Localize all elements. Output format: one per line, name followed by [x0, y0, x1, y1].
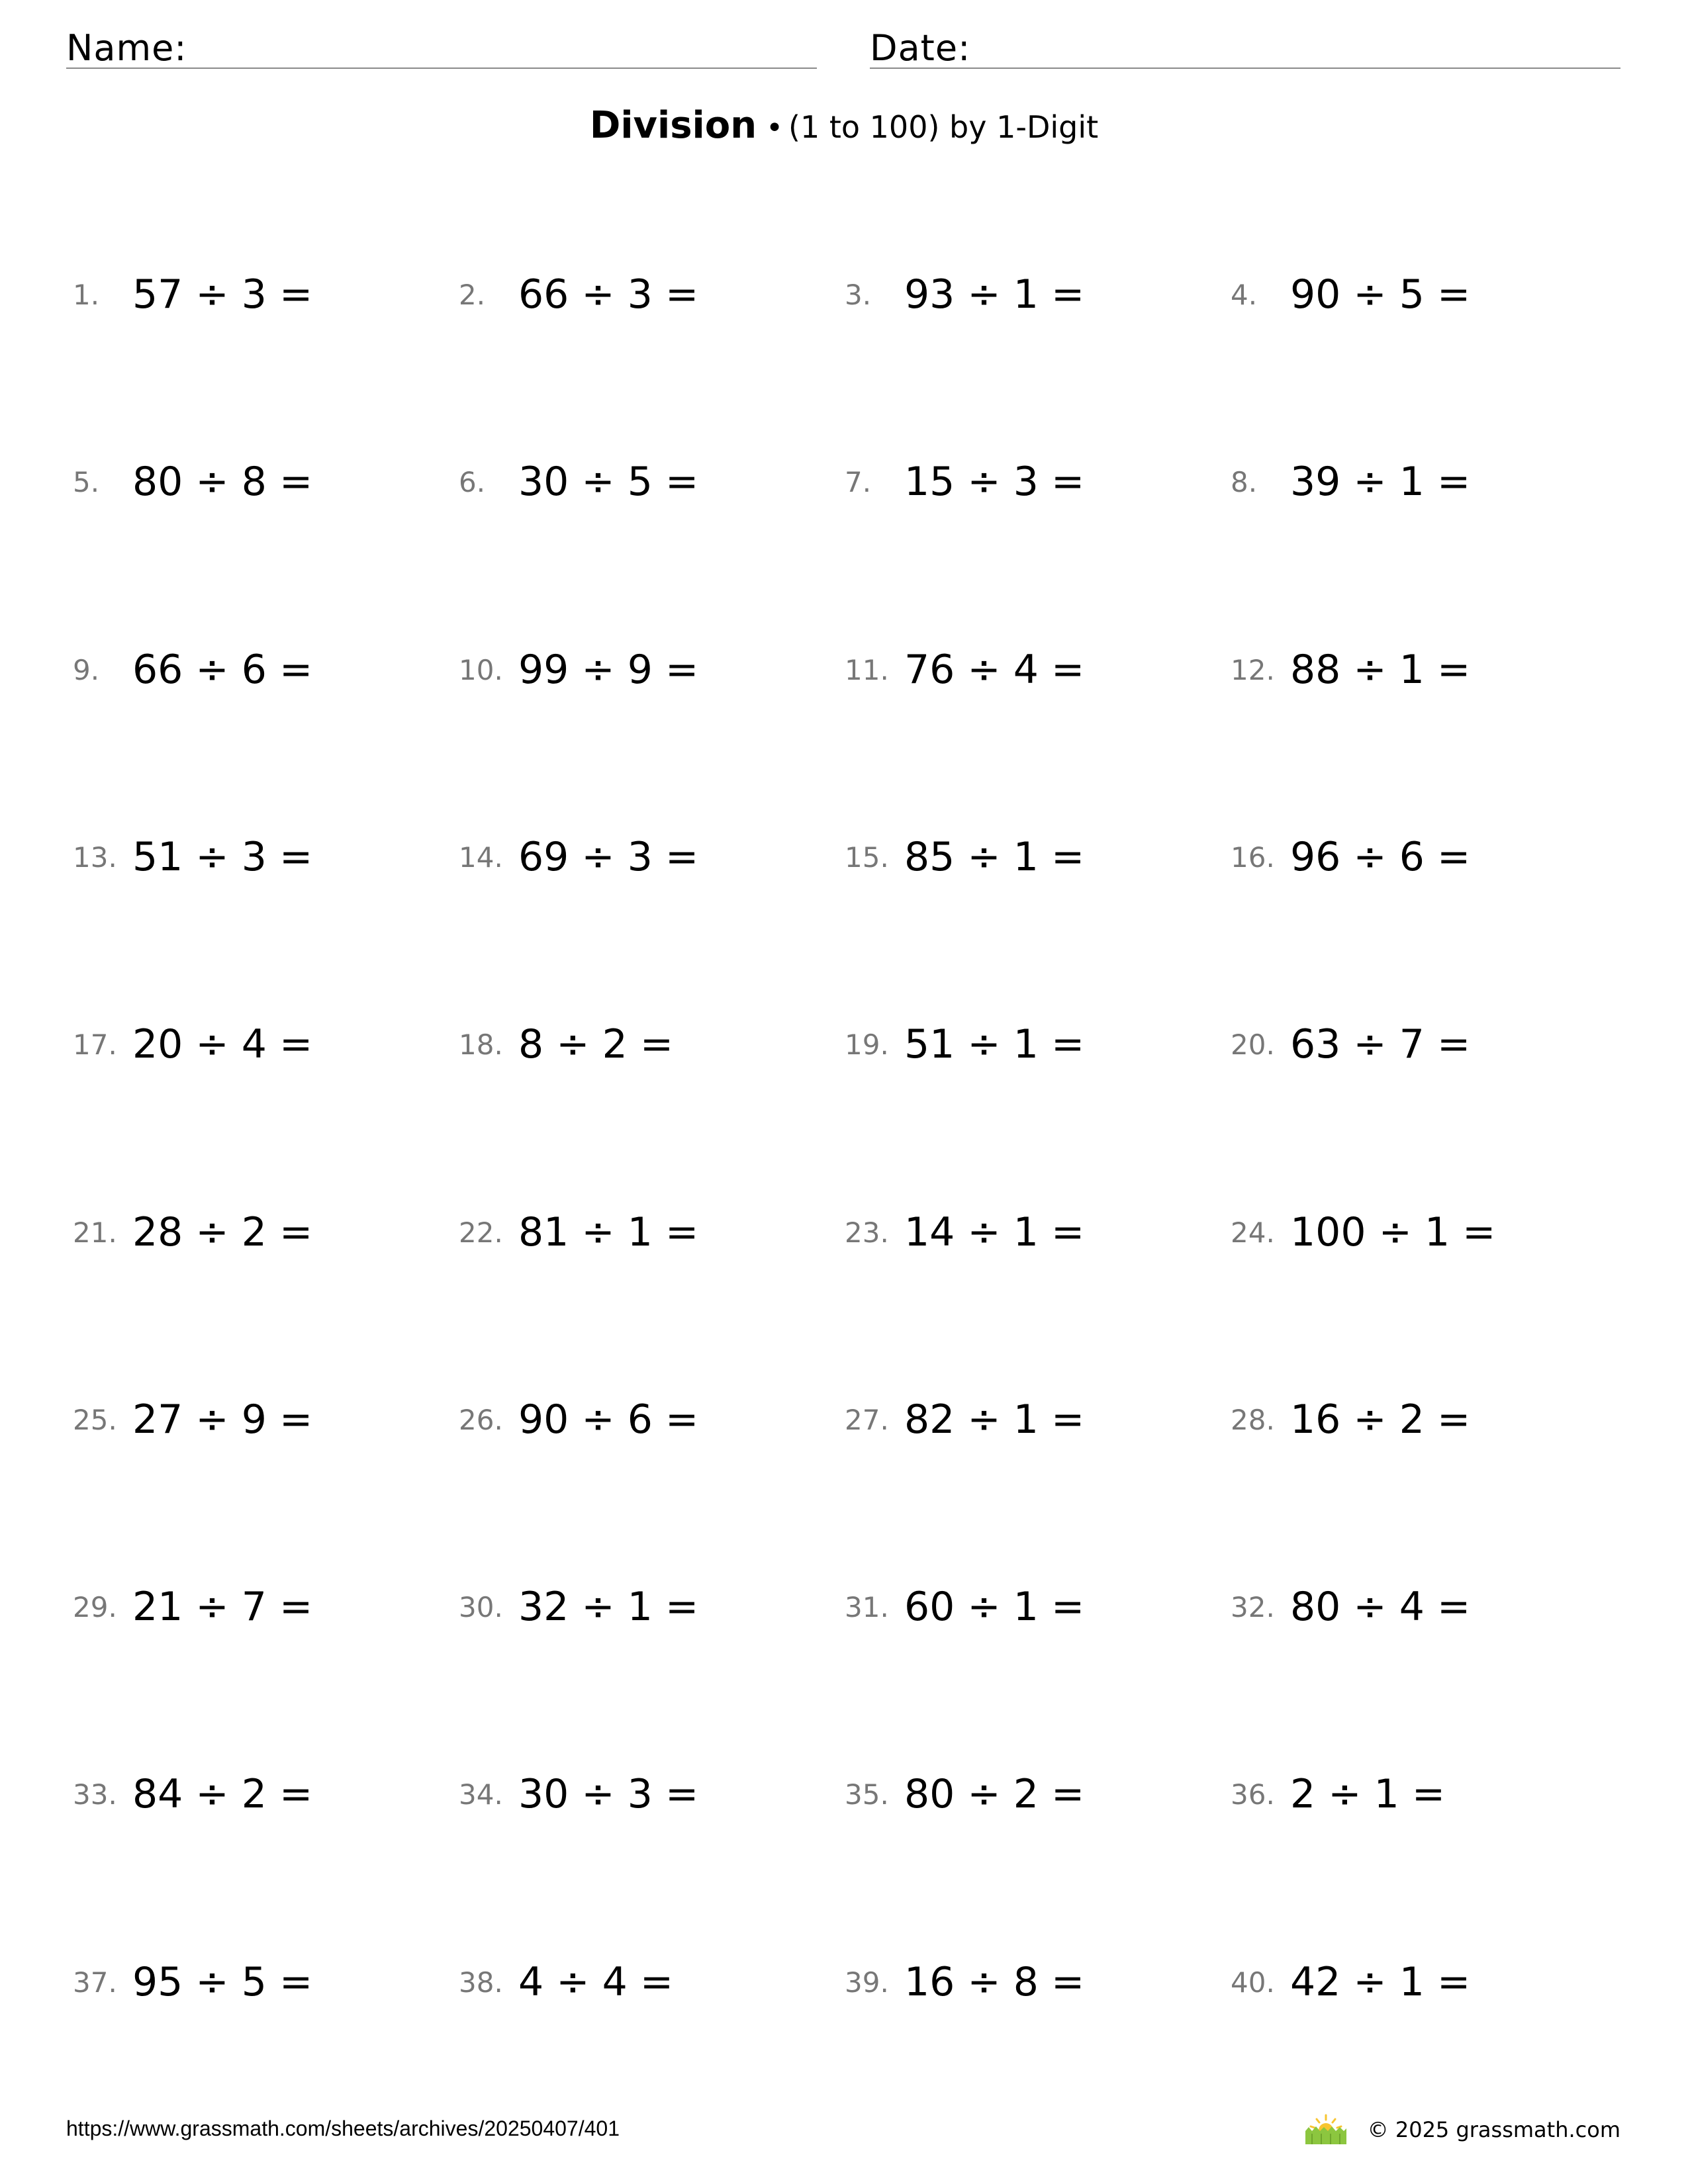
problem-expression: 100 ÷ 1 = [1290, 1209, 1496, 1255]
problem-item [1231, 449, 1601, 505]
problem-expression: 21 ÷ 7 = [132, 1584, 313, 1630]
problem-item [73, 1574, 444, 1630]
problem-expression: 15 ÷ 3 = [904, 459, 1085, 505]
problem-number: 18. [459, 1028, 503, 1061]
problem-number: 15. [845, 841, 889, 874]
problem-expression: 42 ÷ 1 = [1290, 1959, 1471, 2005]
problem-expression: 4 ÷ 4 = [518, 1959, 674, 2005]
problem-item [73, 1387, 444, 1443]
problem-number: 40. [1231, 1966, 1275, 1999]
title-subtitle: (1 to 100) by 1-Digit [788, 109, 1099, 145]
problem-number: 34. [459, 1778, 503, 1811]
problem-number: 27. [845, 1404, 889, 1436]
problem-number: 32. [1231, 1591, 1275, 1623]
problem-expression: 66 ÷ 6 = [132, 647, 313, 693]
problem-item [73, 637, 444, 693]
problem-expression: 30 ÷ 3 = [518, 1771, 699, 1817]
problem-number: 38. [459, 1966, 503, 1999]
date-field[interactable] [870, 25, 1620, 69]
problem-expression: 28 ÷ 2 = [132, 1209, 313, 1255]
title-bullet: • [766, 111, 784, 145]
problem-item [459, 1574, 829, 1630]
problem-item [845, 1199, 1215, 1255]
problem-number: 4. [1231, 279, 1258, 311]
problem-expression: 99 ÷ 9 = [518, 647, 699, 693]
problem-expression: 82 ÷ 1 = [904, 1396, 1085, 1443]
problem-expression: 16 ÷ 2 = [1290, 1396, 1471, 1443]
problem-expression: 14 ÷ 1 = [904, 1209, 1085, 1255]
problem-expression: 81 ÷ 1 = [518, 1209, 699, 1255]
problem-number: 12. [1231, 654, 1275, 686]
problem-item [459, 1949, 829, 2005]
problem-item [73, 1011, 444, 1068]
problem-number: 11. [845, 654, 889, 686]
problem-expression: 84 ÷ 2 = [132, 1771, 313, 1817]
problem-number: 19. [845, 1028, 889, 1061]
problem-number: 14. [459, 841, 503, 874]
problem-item [845, 1011, 1215, 1068]
problem-number: 16. [1231, 841, 1275, 874]
problem-item [845, 1949, 1215, 2005]
problem-number: 26. [459, 1404, 503, 1436]
problem-expression: 63 ÷ 7 = [1290, 1021, 1471, 1068]
problem-number: 25. [73, 1404, 117, 1436]
title-main: Division [589, 104, 757, 147]
problem-item [845, 449, 1215, 505]
problem-item [1231, 1574, 1601, 1630]
problem-item [845, 261, 1215, 318]
problem-number: 35. [845, 1778, 889, 1811]
problem-number: 30. [459, 1591, 503, 1623]
worksheet-title [0, 104, 1688, 147]
problem-item [73, 1199, 444, 1255]
problem-number: 5. [73, 466, 100, 498]
problem-item [845, 637, 1215, 693]
problem-item [845, 1387, 1215, 1443]
problem-number: 20. [1231, 1028, 1275, 1061]
problem-item [73, 1761, 444, 1817]
problem-expression: 95 ÷ 5 = [132, 1959, 313, 2005]
problem-number: 17. [73, 1028, 117, 1061]
problem-expression: 80 ÷ 4 = [1290, 1584, 1471, 1630]
problem-expression: 90 ÷ 6 = [518, 1396, 699, 1443]
problem-item [459, 824, 829, 880]
problem-item [459, 1199, 829, 1255]
name-field[interactable] [66, 25, 817, 69]
problem-item [73, 261, 444, 318]
problem-item [73, 824, 444, 880]
problem-item [1231, 1949, 1601, 2005]
problem-item [1231, 1761, 1601, 1817]
problem-item [459, 1761, 829, 1817]
problem-number: 31. [845, 1591, 889, 1623]
problem-number: 36. [1231, 1778, 1275, 1811]
problem-item [1231, 1387, 1601, 1443]
footer-url: https://www.grassmath.com/sheets/archives/20250407/401 [66, 2116, 620, 2140]
grass-sun-logo-icon [1303, 2114, 1349, 2146]
problem-number: 24. [1231, 1216, 1275, 1249]
problem-expression: 80 ÷ 8 = [132, 459, 313, 505]
date-label: Date: [870, 27, 971, 69]
problem-expression: 66 ÷ 3 = [518, 271, 699, 318]
problem-number: 33. [73, 1778, 117, 1811]
problem-expression: 20 ÷ 4 = [132, 1021, 313, 1068]
problem-expression: 8 ÷ 2 = [518, 1021, 674, 1068]
copyright-text: © 2025 grassmath.com [1367, 2117, 1620, 2142]
problem-expression: 88 ÷ 1 = [1290, 647, 1471, 693]
problem-expression: 69 ÷ 3 = [518, 834, 699, 880]
problem-expression: 96 ÷ 6 = [1290, 834, 1471, 880]
problem-number: 29. [73, 1591, 117, 1623]
problem-expression: 80 ÷ 2 = [904, 1771, 1085, 1817]
problem-number: 10. [459, 654, 503, 686]
problem-number: 28. [1231, 1404, 1275, 1436]
problem-item [459, 449, 829, 505]
problem-number: 1. [73, 279, 100, 311]
problem-item [73, 1949, 444, 2005]
problem-item [459, 637, 829, 693]
problem-item [1231, 1199, 1601, 1255]
problem-expression: 39 ÷ 1 = [1290, 459, 1471, 505]
name-label: Name: [66, 27, 187, 69]
problem-expression: 2 ÷ 1 = [1290, 1771, 1446, 1817]
problem-number: 3. [845, 279, 872, 311]
problem-expression: 32 ÷ 1 = [518, 1584, 699, 1630]
problem-number: 6. [459, 466, 486, 498]
problem-number: 23. [845, 1216, 889, 1249]
problem-number: 22. [459, 1216, 503, 1249]
problem-expression: 93 ÷ 1 = [904, 271, 1085, 318]
problem-item [459, 1387, 829, 1443]
problem-number: 2. [459, 279, 486, 311]
problem-expression: 30 ÷ 5 = [518, 459, 699, 505]
problem-expression: 27 ÷ 9 = [132, 1396, 313, 1443]
problem-expression: 51 ÷ 3 = [132, 834, 313, 880]
problem-expression: 85 ÷ 1 = [904, 834, 1085, 880]
problem-item [1231, 637, 1601, 693]
problem-number: 7. [845, 466, 872, 498]
problem-number: 37. [73, 1966, 117, 1999]
problem-expression: 90 ÷ 5 = [1290, 271, 1471, 318]
problem-expression: 60 ÷ 1 = [904, 1584, 1085, 1630]
problem-number: 8. [1231, 466, 1258, 498]
problem-number: 39. [845, 1966, 889, 1999]
problem-expression: 57 ÷ 3 = [132, 271, 313, 318]
problem-item [1231, 824, 1601, 880]
problem-expression: 51 ÷ 1 = [904, 1021, 1085, 1068]
problem-item [73, 449, 444, 505]
footer-brand [1303, 2114, 1620, 2146]
problem-item [459, 1011, 829, 1068]
problem-number: 21. [73, 1216, 117, 1249]
problem-item [845, 1574, 1215, 1630]
problem-number: 13. [73, 841, 117, 874]
problem-item [1231, 261, 1601, 318]
problem-item [1231, 1011, 1601, 1068]
problem-item [845, 824, 1215, 880]
problem-item [845, 1761, 1215, 1817]
problem-number: 9. [73, 654, 100, 686]
problem-expression: 76 ÷ 4 = [904, 647, 1085, 693]
problem-expression: 16 ÷ 8 = [904, 1959, 1085, 2005]
problem-item [459, 261, 829, 318]
